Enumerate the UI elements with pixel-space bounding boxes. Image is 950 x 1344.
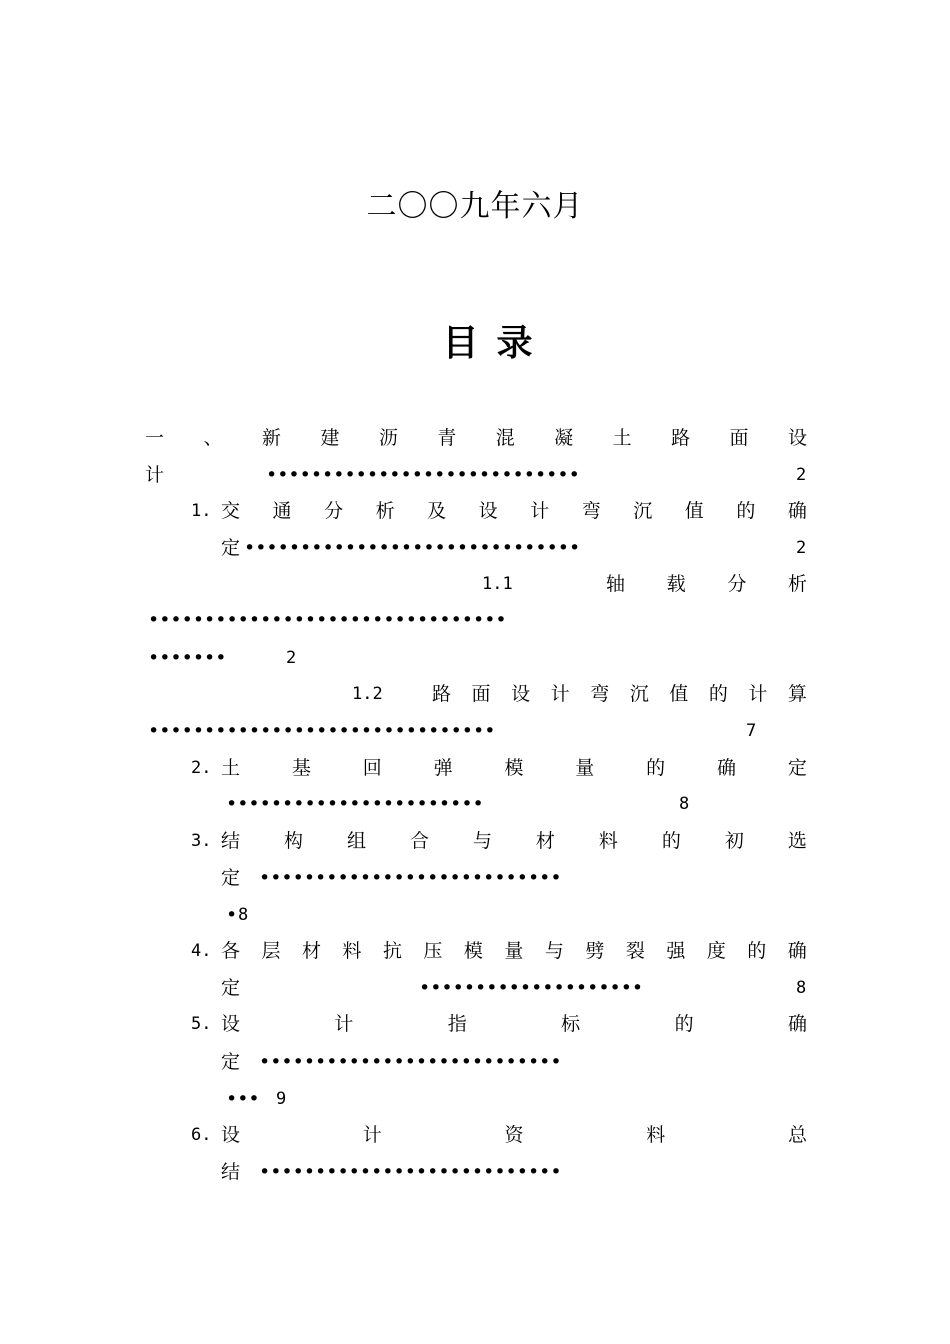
toc-char: 分 xyxy=(324,500,344,522)
toc-page-number: 2 xyxy=(286,648,297,668)
toc-char: 设 xyxy=(221,1124,241,1146)
toc-char: 沉 xyxy=(633,500,653,522)
toc-entry-number: 1.1 xyxy=(482,574,513,594)
toc-entry-number: 6. xyxy=(191,1125,212,1145)
toc-char: 通 xyxy=(272,500,292,522)
toc-char: 析 xyxy=(787,573,807,595)
toc-char: 弹 xyxy=(433,757,453,779)
toc-char: 计 xyxy=(334,1013,354,1035)
toc-entry-4-heading[interactable] xyxy=(221,939,807,963)
toc-leader: ••••••••••••••••••••••••••• xyxy=(259,1051,562,1073)
toc-entry-number: 5. xyxy=(191,1014,212,1034)
toc-char: 资 xyxy=(504,1124,524,1146)
toc-entry-2-heading[interactable] xyxy=(221,756,807,780)
toc-char: 设 xyxy=(478,500,498,522)
toc-entry-3-heading[interactable] xyxy=(221,829,807,853)
toc-char: 劈 xyxy=(585,940,605,962)
toc-char: 材 xyxy=(535,830,555,852)
toc-char: 模 xyxy=(504,757,524,779)
toc-entry-number: 1. xyxy=(191,501,212,521)
toc-char: 回 xyxy=(362,757,382,779)
toc-char: 确 xyxy=(787,500,807,522)
toc-entry-6-heading[interactable] xyxy=(221,1123,807,1147)
toc-char: 青 xyxy=(437,427,457,449)
toc-page-number: 8 xyxy=(679,794,690,814)
toc-entry-cont: 定 xyxy=(221,1051,241,1073)
toc-char: 沉 xyxy=(629,683,649,705)
toc-char: 沥 xyxy=(378,427,398,449)
toc-char: 各 xyxy=(221,940,241,962)
toc-entry-cont: 结 xyxy=(221,1161,241,1183)
toc-char: 材 xyxy=(301,940,321,962)
toc-char: 结 xyxy=(221,830,241,852)
toc-char: 料 xyxy=(598,830,618,852)
toc-page-number: 8 xyxy=(238,905,249,925)
toc-char: 的 xyxy=(674,1013,694,1035)
toc-char: 总 xyxy=(787,1124,807,1146)
toc-leader: •••••••••••••••••••••••••••••• xyxy=(244,537,581,559)
toc-entry-1-1-2-heading[interactable] xyxy=(432,682,807,706)
toc-char: 分 xyxy=(727,573,747,595)
toc-char: 载 xyxy=(666,573,686,595)
toc-char: 的 xyxy=(646,757,666,779)
toc-char: 面 xyxy=(471,683,491,705)
toc-char: 强 xyxy=(666,940,686,962)
toc-char: 抗 xyxy=(382,940,402,962)
toc-char: 层 xyxy=(261,940,281,962)
toc-char: 计 xyxy=(748,683,768,705)
toc-char: 裂 xyxy=(625,940,645,962)
toc-leader: ••••••••••••••••••••••••••••••• xyxy=(148,720,496,742)
toc-char: 确 xyxy=(717,757,737,779)
toc-char: 凝 xyxy=(554,427,574,449)
toc-char: 料 xyxy=(342,940,362,962)
toc-leader: ••••••••••••••••••••••••••• xyxy=(259,867,562,889)
toc-page-number: 8 xyxy=(796,978,807,998)
toc-title-char: 录 xyxy=(496,323,533,364)
toc-char: 确 xyxy=(787,1013,807,1035)
toc-char: 初 xyxy=(724,830,744,852)
toc-char: 压 xyxy=(423,940,443,962)
toc-char: 确 xyxy=(787,940,807,962)
toc-char: 料 xyxy=(646,1124,666,1146)
toc-char: 合 xyxy=(409,830,429,852)
toc-leader: ••••••••••••••••••••••• xyxy=(226,793,484,815)
toc-entry-1-heading[interactable] xyxy=(145,426,807,450)
toc-char: 路 xyxy=(432,683,452,705)
toc-entry-number: 2. xyxy=(191,758,212,778)
toc-char: 选 xyxy=(787,830,807,852)
toc-char: 混 xyxy=(495,427,515,449)
toc-char: 新 xyxy=(261,427,281,449)
toc-leader: •••••••••••••••••••••••••••••••• xyxy=(148,609,507,631)
toc-char: 标 xyxy=(561,1013,581,1035)
toc-char: 设 xyxy=(511,683,531,705)
toc-char: 建 xyxy=(320,427,340,449)
toc-entry-number: 4. xyxy=(191,941,212,961)
toc-char: 值 xyxy=(669,683,689,705)
toc-char: 一 xyxy=(145,427,165,449)
toc-char: 算 xyxy=(787,683,807,705)
toc-char: 基 xyxy=(291,757,311,779)
toc-char: 计 xyxy=(530,500,550,522)
toc-char: 模 xyxy=(463,940,483,962)
toc-char: 弯 xyxy=(581,500,601,522)
toc-char: 土 xyxy=(612,427,632,449)
toc-char: 的 xyxy=(736,500,756,522)
toc-char: 计 xyxy=(362,1124,382,1146)
toc-char: 路 xyxy=(671,427,691,449)
toc-char: 与 xyxy=(472,830,492,852)
toc-char: 量 xyxy=(575,757,595,779)
toc-char: 土 xyxy=(221,757,241,779)
toc-char: 的 xyxy=(747,940,767,962)
toc-char: 设 xyxy=(787,427,807,449)
toc-char: 组 xyxy=(346,830,366,852)
toc-page-number: 7 xyxy=(746,721,757,741)
toc-char: 面 xyxy=(729,427,749,449)
toc-char: 轴 xyxy=(606,573,626,595)
toc-title xyxy=(0,323,950,364)
toc-title-char: 目 xyxy=(442,323,479,364)
toc-entry-5-heading[interactable] xyxy=(221,1012,807,1036)
toc-entry-number: 3. xyxy=(191,831,212,851)
toc-entry-cont: 定 xyxy=(221,867,241,889)
toc-leader: ••• xyxy=(226,1088,260,1110)
toc-leader: ••••••••••••••••••••••••••• xyxy=(259,1161,562,1183)
toc-char: 的 xyxy=(708,683,728,705)
toc-entry-1-cont: 计 xyxy=(145,464,165,486)
toc-entry-1-1-heading[interactable] xyxy=(221,499,807,523)
toc-char: 析 xyxy=(375,500,395,522)
toc-char: 计 xyxy=(550,683,570,705)
toc-entry-cont: 定 xyxy=(221,537,241,559)
toc-leader: ••••••• xyxy=(148,647,227,669)
toc-char: 构 xyxy=(283,830,303,852)
toc-char: 的 xyxy=(661,830,681,852)
toc-char: 与 xyxy=(544,940,564,962)
toc-char: 弯 xyxy=(590,683,610,705)
toc-char: 值 xyxy=(684,500,704,522)
toc-char: 、 xyxy=(203,427,223,449)
toc-entry-cont: 定 xyxy=(221,977,241,999)
toc-leader: •••••••••••••••••••• xyxy=(419,977,644,999)
document-date: 二〇〇九年六月 xyxy=(366,189,584,224)
toc-char: 指 xyxy=(447,1013,467,1035)
toc-leader: •••••••••••••••••••••••••••• xyxy=(266,464,580,486)
toc-page-number: 9 xyxy=(276,1089,287,1109)
toc-char: 交 xyxy=(221,500,241,522)
toc-entry-1-1-1-heading[interactable] xyxy=(606,572,807,596)
toc-char: 量 xyxy=(504,940,524,962)
toc-char: 定 xyxy=(787,757,807,779)
toc-entry-number: 1.2 xyxy=(352,684,383,704)
toc-char: 度 xyxy=(706,940,726,962)
toc-page-number: 2 xyxy=(796,538,807,558)
toc-page-number: 2 xyxy=(796,465,807,485)
toc-leader: • xyxy=(226,904,238,926)
toc-char: 及 xyxy=(427,500,447,522)
toc-char: 设 xyxy=(221,1013,241,1035)
